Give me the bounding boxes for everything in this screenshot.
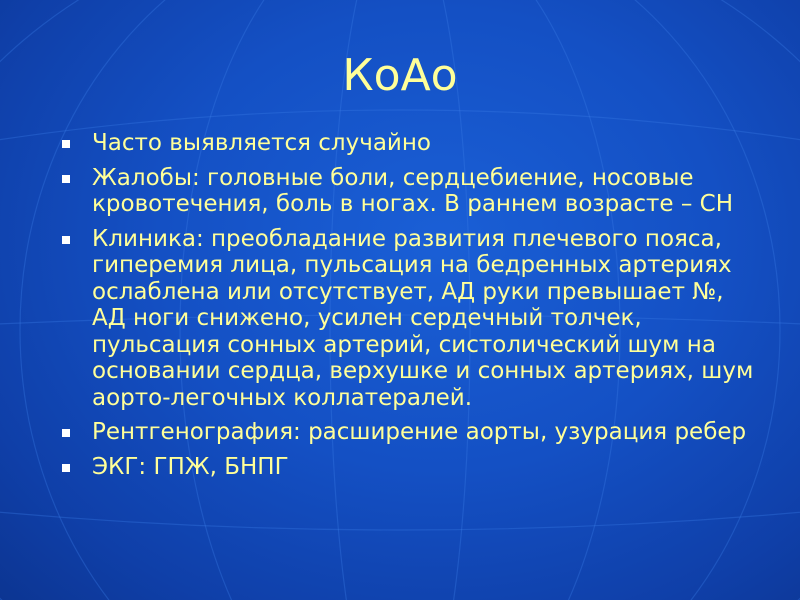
square-bullet-icon [62,429,70,437]
bullet-item [60,419,760,446]
bullet-item [60,454,760,481]
square-bullet-icon [62,140,70,148]
bullet-text: ЭКГ: ГПЖ, БНПГ [92,453,289,480]
bullet-text: Жалобы: головные боли, сердцебиение, носовые кровотечения, боль в ногах. В раннем возрасте – СН [92,164,734,217]
bullet-text: Часто выявляется случайно [92,130,431,156]
square-bullet-icon [62,464,70,472]
bullet-text: Клиника: преобладание развития плечевого пояса, гиперемия лица, пульсация на бедренных артериях ослаблена или отсутствует, АД руки превышает №, АД ноги снижено, усилен сердечный толчек, пульсация сонных артерий, систолический шум на основании сердца, верхушке и сонных артериях, шум аорто-легочных коллатералей. [92,225,754,411]
slide-title: КоАо [342,50,458,101]
bullet-list [60,130,760,488]
bullet-item [60,165,760,218]
bullet-item [60,226,760,412]
square-bullet-icon [62,236,70,244]
square-bullet-icon [62,175,70,183]
bullet-text: Рентгенография: расширение аорты, узурация ребер [92,419,747,445]
bullet-item [60,130,760,157]
